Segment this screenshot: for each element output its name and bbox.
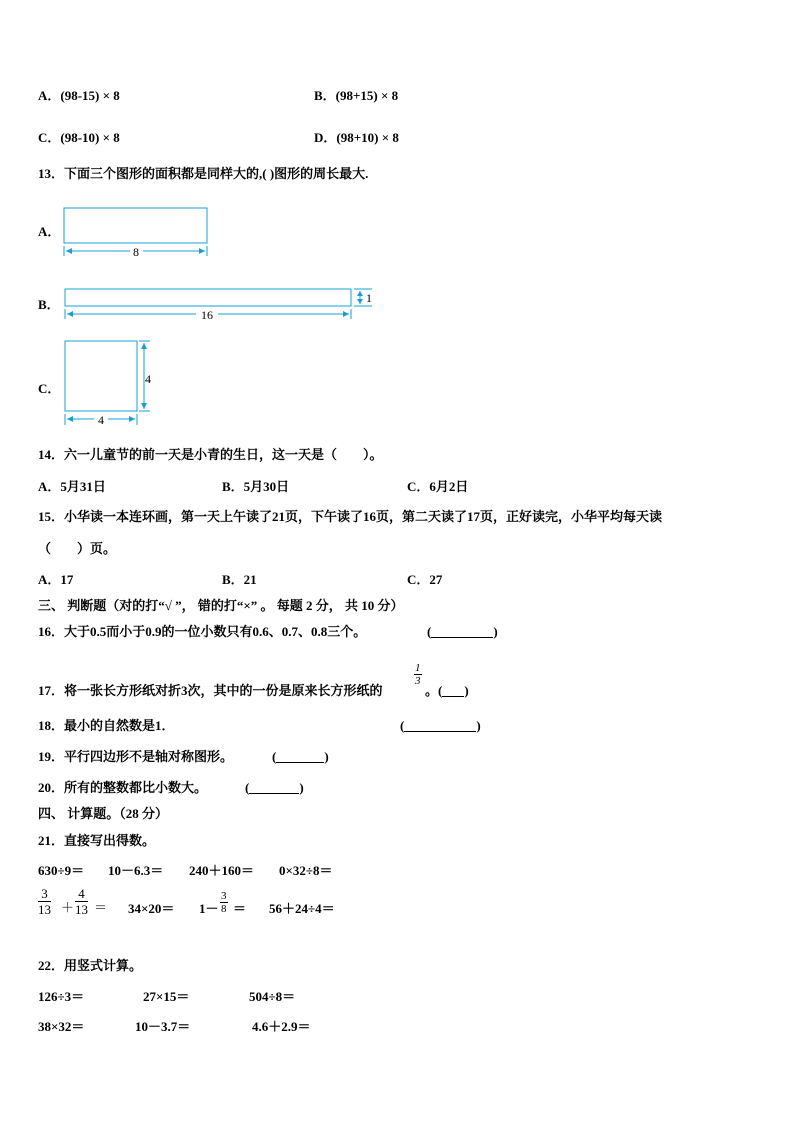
q15-stem-line1: 15．小华读一本连环画，第一天上午读了21页，下午读了16页，第二天读了17页，正好读完，小华平均每天读 xyxy=(38,509,663,524)
q13-label-a: A． xyxy=(38,224,61,239)
q19-text: 19．平行四边形不是轴对称图形。 xyxy=(38,749,234,764)
q21-expr-3: 240＋160＝ xyxy=(189,863,255,878)
q14-stem: 14．六一儿童节的前一天是小青的生日，这一天是（ ）。 xyxy=(38,447,383,462)
q19-answer-blank[interactable]: ( ) xyxy=(272,749,329,764)
q18-answer-blank[interactable]: ( ) xyxy=(400,718,481,733)
q14-option-c: C．6月2日 xyxy=(407,479,469,494)
q14-option-b: B．5月30日 xyxy=(222,479,290,494)
section3-title: 三、 判断题（对的打“√ ”， 错的打“×” 。 每题 2 分， 共 10 分） xyxy=(38,598,404,613)
q13-label-c: C． xyxy=(38,381,61,396)
q22-stem: 22．用竖式计算。 xyxy=(38,958,143,973)
rect-a-width-label: 8 xyxy=(133,245,139,259)
rectangle-b-figure xyxy=(60,284,380,329)
q21-fraction-1: $\frac{3}{13}$ xyxy=(38,886,51,917)
q17-tail: 。( xyxy=(425,683,443,698)
q12-option-d: D．(98+10) × 8 xyxy=(314,130,399,145)
q17-frac-den: 3 xyxy=(415,675,421,687)
section4-title: 四、 计算题。（28 分） xyxy=(38,806,169,821)
q22-expr-2: 27×15＝ xyxy=(143,989,190,1004)
rect-b-height-label: 1 xyxy=(366,291,372,305)
q21-expr-2: 10－6.3＝ xyxy=(108,863,164,878)
q12-option-c: C．(98-10) × 8 xyxy=(38,130,120,145)
q21-equals: ＝ xyxy=(94,900,108,915)
q15-option-b: B．21 xyxy=(222,572,257,587)
q12-option-a: A．(98-15) × 8 xyxy=(38,88,120,103)
q21-expr-7-suffix: ＝ xyxy=(233,901,247,916)
q22-expr-5: 10－3.7＝ xyxy=(135,1019,191,1034)
q21-expr-1: 630÷9＝ xyxy=(38,863,85,878)
q17-frac-num: 1 xyxy=(415,662,421,674)
q14-option-a: A．5月31日 xyxy=(38,479,106,494)
q16-answer-blank[interactable]: ( ) xyxy=(427,624,498,639)
q21-stem: 21．直接写出得数。 xyxy=(38,833,156,848)
q16-text: 16．大于0.5而小于0.9的一位小数只有0.6、0.7、0.8三个。 xyxy=(38,624,367,639)
rect-b-width-label: 16 xyxy=(201,308,213,322)
q21-expr-7-prefix: 1－ xyxy=(199,901,219,916)
q17-answer-blank[interactable]: 。( ) xyxy=(425,683,469,698)
square-height-label: 4 xyxy=(145,372,151,386)
q12-option-b: B．(98+15) × 8 xyxy=(314,88,399,103)
q20-answer-blank[interactable]: ( ) xyxy=(245,780,304,795)
q22-expr-3: 504÷8＝ xyxy=(249,989,296,1004)
q21-expr-4: 0×32÷8＝ xyxy=(279,863,333,878)
square-width-label: 4 xyxy=(98,413,104,427)
q22-expr-1: 126÷3＝ xyxy=(38,989,85,1004)
q15-option-a: A．17 xyxy=(38,572,74,587)
q22-expr-4: 38×32＝ xyxy=(38,1019,85,1034)
q20-text: 20．所有的整数都比小数大。 xyxy=(38,780,208,795)
q21-expr-8: 56＋24÷4＝ xyxy=(269,901,335,916)
square-c-figure xyxy=(60,336,160,428)
q21-expr-6: 34×20＝ xyxy=(128,901,175,916)
q17-text: 17．将一张长方形纸对折3次，其中的一份是原来长方形纸的 xyxy=(38,683,383,698)
q21-fraction-3: $\frac{3}{8}$ xyxy=(221,890,227,915)
q13-stem: 13．下面三个图形的面积都是同样大的,( )图形的周长最大. xyxy=(38,166,369,181)
q15-stem-line2: （ ）页。 xyxy=(38,541,117,556)
q18-text: 18．最小的自然数是1． xyxy=(38,718,175,733)
q15-option-c: C．27 xyxy=(407,572,443,587)
q21-fraction-2: $\frac{4}{13}$ xyxy=(75,886,88,917)
q13-label-b: B． xyxy=(38,297,60,312)
rectangle-a-figure xyxy=(60,204,220,264)
q17-fraction xyxy=(414,662,422,687)
q22-expr-6: 4.6＋2.9＝ xyxy=(252,1019,311,1034)
q21-plus: ＋ xyxy=(61,900,75,915)
